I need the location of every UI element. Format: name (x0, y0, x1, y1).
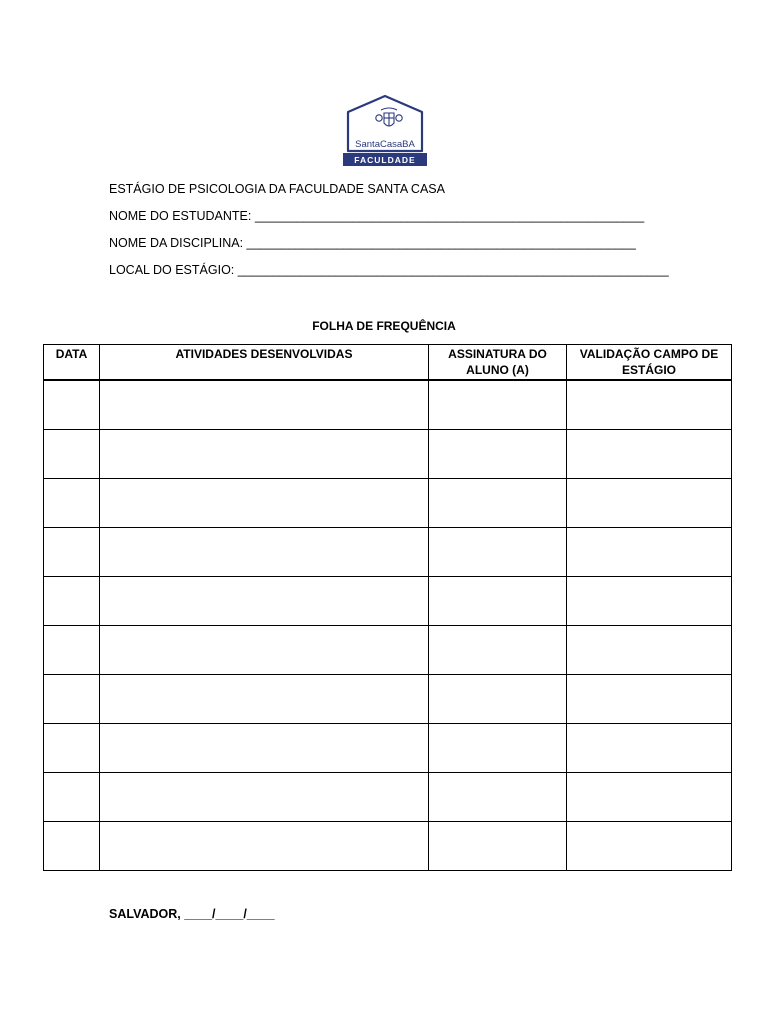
date-cell[interactable] (44, 773, 100, 822)
date-cell[interactable] (44, 626, 100, 675)
validation-cell[interactable] (567, 528, 732, 577)
table-row (44, 724, 732, 773)
faculty-logo (343, 94, 427, 168)
activities-cell[interactable] (100, 675, 429, 724)
date-cell[interactable] (44, 380, 100, 430)
activities-cell[interactable] (100, 528, 429, 577)
table-row (44, 430, 732, 479)
table-row (44, 577, 732, 626)
activities-cell[interactable] (100, 430, 429, 479)
activities-cell[interactable] (100, 380, 429, 430)
student-signature-cell[interactable] (429, 430, 567, 479)
validation-cell[interactable] (567, 380, 732, 430)
student-signature-cell[interactable] (429, 528, 567, 577)
column-header-validation: VALIDAÇÃO CAMPO DE ESTÁGIO (567, 345, 732, 381)
column-header-student-signature: ASSINATURA DO ALUNO (A) (429, 345, 567, 381)
attendance-table (43, 344, 732, 871)
activities-cell[interactable] (100, 577, 429, 626)
table-row (44, 822, 732, 871)
logo-banner-text: FACULDADE (354, 155, 416, 165)
table-header-row (44, 345, 732, 381)
program-heading: ESTÁGIO DE PSICOLOGIA DA FACULDADE SANTA CASA (109, 182, 445, 196)
student-signature-cell[interactable] (429, 822, 567, 871)
student-signature-cell[interactable] (429, 724, 567, 773)
student-signature-cell[interactable] (429, 773, 567, 822)
sheet-title: FOLHA DE FREQUÊNCIA (312, 319, 456, 333)
date-cell[interactable] (44, 675, 100, 724)
date-cell[interactable] (44, 479, 100, 528)
internship-location-field[interactable]: LOCAL DO ESTÁGIO: ______________________________________________________________ (109, 263, 669, 277)
date-signature-line[interactable]: SALVADOR, ____/____/____ (109, 907, 275, 921)
column-header-date: DATA (44, 345, 100, 381)
activities-cell[interactable] (100, 822, 429, 871)
table-row (44, 675, 732, 724)
table-row (44, 528, 732, 577)
date-cell[interactable] (44, 724, 100, 773)
table-row (44, 626, 732, 675)
validation-cell[interactable] (567, 430, 732, 479)
validation-cell[interactable] (567, 479, 732, 528)
student-signature-cell[interactable] (429, 380, 567, 430)
table-row (44, 479, 732, 528)
validation-cell[interactable] (567, 577, 732, 626)
validation-cell[interactable] (567, 675, 732, 724)
table-row (44, 380, 732, 430)
validation-cell[interactable] (567, 626, 732, 675)
table-row (44, 773, 732, 822)
activities-cell[interactable] (100, 724, 429, 773)
validation-cell[interactable] (567, 822, 732, 871)
student-signature-cell[interactable] (429, 626, 567, 675)
crest-icon (376, 108, 402, 126)
activities-cell[interactable] (100, 773, 429, 822)
date-cell[interactable] (44, 577, 100, 626)
student-signature-cell[interactable] (429, 577, 567, 626)
date-cell[interactable] (44, 430, 100, 479)
validation-cell[interactable] (567, 724, 732, 773)
logo-brand-text: SantaCasaBA (355, 139, 415, 150)
activities-cell[interactable] (100, 626, 429, 675)
column-header-activities: ATIVIDADES DESENVOLVIDAS (100, 345, 429, 381)
student-signature-cell[interactable] (429, 675, 567, 724)
student-signature-cell[interactable] (429, 479, 567, 528)
date-cell[interactable] (44, 528, 100, 577)
table-body (44, 380, 732, 871)
validation-cell[interactable] (567, 773, 732, 822)
discipline-name-field[interactable]: NOME DA DISCIPLINA: ________________________________________________________ (109, 236, 636, 250)
date-cell[interactable] (44, 822, 100, 871)
student-name-field[interactable]: NOME DO ESTUDANTE: ________________________________________________________ (109, 209, 645, 223)
activities-cell[interactable] (100, 479, 429, 528)
